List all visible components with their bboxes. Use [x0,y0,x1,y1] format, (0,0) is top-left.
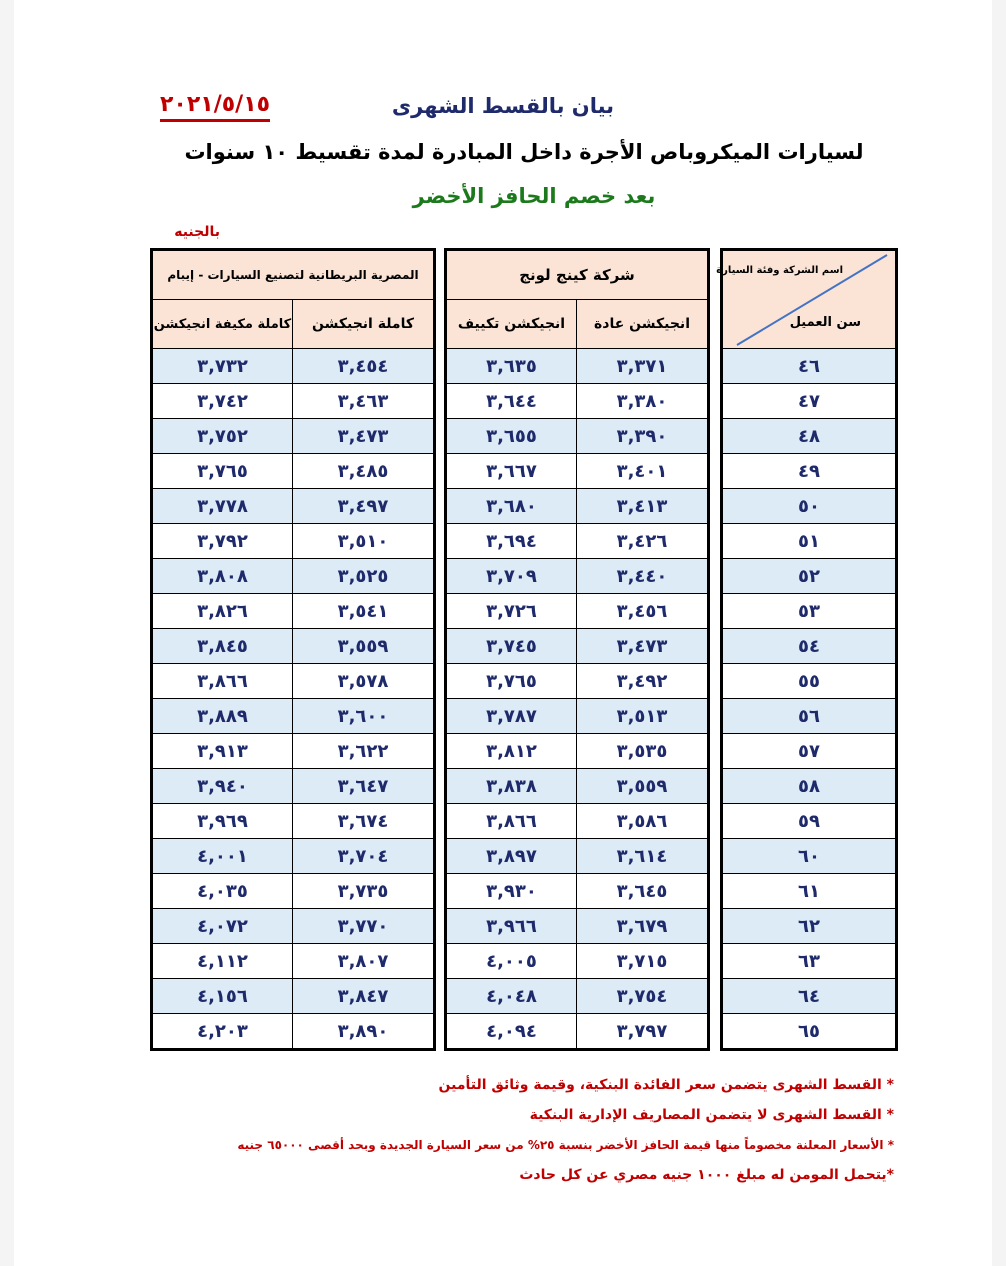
egyptian-british-full-cell: ٣,٨٩٠ [293,1014,435,1050]
egyptian-british-row [152,629,435,664]
egyptian-british-row [152,874,435,909]
age-cell: ٦٣ [722,944,897,979]
age-cell: ٦١ [722,874,897,909]
king-long-regular-cell: ٣,٤٥٦ [577,594,709,629]
king-long-col1-header: انجيكشن عادة [577,300,709,349]
egyptian-british-full-ac-cell: ٣,٧٦٥ [152,454,293,489]
age-row [722,524,897,559]
egyptian-british-full-ac-cell: ٣,٧٧٨ [152,489,293,524]
currency-unit-label: بالجنيه [174,224,220,240]
king-long-regular-cell: ٣,٣٩٠ [577,419,709,454]
king-long-regular-cell: ٣,٣٧١ [577,349,709,384]
age-row [722,629,897,664]
king-long-ac-cell: ٣,٦٣٥ [446,349,577,384]
egyptian-british-full-ac-cell: ٤,٠٧٢ [152,909,293,944]
egyptian-british-full-cell: ٣,٤٥٤ [293,349,435,384]
age-row [722,979,897,1014]
egyptian-british-full-ac-cell: ٣,٧٤٢ [152,384,293,419]
king-long-row [446,664,709,699]
egyptian-british-full-ac-cell: ٣,٨٨٩ [152,699,293,734]
egyptian-british-full-cell: ٣,٨٤٧ [293,979,435,1014]
egyptian-british-full-cell: ٣,٤٨٥ [293,454,435,489]
egyptian-british-col1-header: كاملة انجيكشن [293,300,435,349]
egyptian-british-full-ac-cell: ٤,٢٠٣ [152,1014,293,1050]
egyptian-british-row [152,454,435,489]
age-row [722,874,897,909]
king-long-row [446,1014,709,1050]
document-title: بيان بالقسط الشهرى [391,94,615,118]
egyptian-british-row [152,559,435,594]
king-long-ac-cell: ٣,٦٦٧ [446,454,577,489]
age-row [722,664,897,699]
egyptian-british-row [152,699,435,734]
egyptian-british-full-cell: ٣,٥٤١ [293,594,435,629]
egyptian-british-row [152,489,435,524]
egyptian-british-full-ac-cell: ٤,١٥٦ [152,979,293,1014]
age-cell: ٦٠ [722,839,897,874]
age-cell: ٦٤ [722,979,897,1014]
king-long-row [446,349,709,384]
egyptian-british-full-ac-cell: ٤,١١٢ [152,944,293,979]
king-long-regular-cell: ٣,٥٥٩ [577,769,709,804]
king-long-ac-cell: ٣,٩٣٠ [446,874,577,909]
king-long-regular-cell: ٣,٤١٣ [577,489,709,524]
age-row [722,594,897,629]
egyptian-british-table [150,248,436,1051]
king-long-row [446,769,709,804]
egyptian-british-full-cell: ٣,٦٢٢ [293,734,435,769]
egyptian-british-row [152,839,435,874]
egyptian-british-full-cell: ٣,٦٤٧ [293,769,435,804]
egyptian-british-full-cell: ٣,٨٠٧ [293,944,435,979]
note-item: * الأسعار المعلنة مخصوماً منها قيمة الحافز الأخضر بنسبة ٢٥% من سعر السيارة الجديدة وبحد أقصى ٦٥٠٠٠ جنيه [237,1138,894,1152]
egyptian-british-full-ac-cell: ٣,٧٥٢ [152,419,293,454]
egyptian-british-full-cell: ٣,٥٢٥ [293,559,435,594]
egyptian-british-full-cell: ٣,٤٩٧ [293,489,435,524]
age-row [722,944,897,979]
document-page [14,0,992,1266]
king-long-ac-cell: ٣,٧٦٥ [446,664,577,699]
egyptian-british-full-ac-cell: ٣,٨٠٨ [152,559,293,594]
age-cell: ٤٦ [722,349,897,384]
king-long-ac-cell: ٣,٦٤٤ [446,384,577,419]
egyptian-british-full-cell: ٣,٤٦٣ [293,384,435,419]
egyptian-british-row [152,804,435,839]
egyptian-british-full-ac-cell: ٣,٩٤٠ [152,769,293,804]
age-cell: ٥٨ [722,769,897,804]
age-table [716,248,898,1051]
egyptian-british-row [152,594,435,629]
egyptian-british-row [152,419,435,454]
king-long-row [446,874,709,909]
age-row [722,489,897,524]
egyptian-british-row [152,979,435,1014]
age-row [722,804,897,839]
egyptian-british-full-cell: ٣,٧٣٥ [293,874,435,909]
egyptian-british-full-cell: ٣,٧٧٠ [293,909,435,944]
egyptian-british-row [152,524,435,559]
king-long-row [446,559,709,594]
king-long-row [446,384,709,419]
egyptian-british-full-ac-cell: ٣,٧٩٢ [152,524,293,559]
age-row [722,769,897,804]
king-long-row [446,489,709,524]
king-long-regular-cell: ٣,٦٤٥ [577,874,709,909]
king-long-regular-cell: ٣,٥٣٥ [577,734,709,769]
king-long-regular-cell: ٣,٤٢٦ [577,524,709,559]
king-long-regular-cell: ٣,٤٧٣ [577,629,709,664]
egyptian-british-col2-header: كاملة مكيفة انجيكشن [152,300,293,349]
age-cell: ٥٦ [722,699,897,734]
king-long-regular-cell: ٣,٦٧٩ [577,909,709,944]
age-row [722,454,897,489]
egyptian-british-full-cell: ٣,٥٧٨ [293,664,435,699]
egyptian-british-row [152,349,435,384]
king-long-row [446,734,709,769]
king-long-ac-cell: ٣,٧٨٧ [446,699,577,734]
king-long-row [446,524,709,559]
king-long-row [446,979,709,1014]
egyptian-british-full-ac-cell: ٣,٨٤٥ [152,629,293,664]
king-long-ac-cell: ٣,٨٦٦ [446,804,577,839]
age-cell: ٥٤ [722,629,897,664]
egyptian-british-full-cell: ٣,٥١٠ [293,524,435,559]
notes-section [14,1074,894,1194]
king-long-row [446,454,709,489]
egyptian-british-row [152,664,435,699]
king-long-regular-cell: ٣,٦١٤ [577,839,709,874]
king-long-company-header: شركة كينج لونج [446,250,709,300]
age-cell: ٤٧ [722,384,897,419]
age-cell: ٥١ [722,524,897,559]
age-cell: ٥٠ [722,489,897,524]
king-long-ac-cell: ٣,٧٢٦ [446,594,577,629]
note-item: *يتحمل المومن له مبلغ ١٠٠٠ جنيه مصري عن كل حادث [519,1167,894,1183]
age-cell: ٥٧ [722,734,897,769]
age-row [722,349,897,384]
egyptian-british-row [152,1014,435,1050]
egyptian-british-row [152,909,435,944]
king-long-row [446,594,709,629]
document-subtitle: لسيارات الميكروباص الأجرة داخل المبادرة لمدة تقسيط ١٠ سنوات [184,140,864,164]
king-long-ac-cell: ٣,٦٩٤ [446,524,577,559]
king-long-ac-cell: ٣,٨١٢ [446,734,577,769]
egyptian-british-full-cell: ٣,٤٧٣ [293,419,435,454]
king-long-regular-cell: ٣,٧٩٧ [577,1014,709,1050]
egyptian-british-row [152,944,435,979]
egyptian-british-full-ac-cell: ٣,٩٦٩ [152,804,293,839]
king-long-regular-cell: ٣,٧١٥ [577,944,709,979]
egyptian-british-row [152,734,435,769]
king-long-regular-cell: ٣,٣٨٠ [577,384,709,419]
age-cell: ٦٥ [722,1014,897,1050]
king-long-ac-cell: ٣,٨٣٨ [446,769,577,804]
king-long-regular-cell: ٣,٤٩٢ [577,664,709,699]
king-long-row [446,699,709,734]
age-cell: ٤٩ [722,454,897,489]
age-row [722,734,897,769]
king-long-regular-cell: ٣,٧٥٤ [577,979,709,1014]
king-long-row [446,944,709,979]
king-long-ac-cell: ٣,٧٠٩ [446,559,577,594]
king-long-regular-cell: ٣,٤٠١ [577,454,709,489]
corner-header-top: اسم الشركة وفئة السيارة [716,265,843,276]
egyptian-british-company-header: المصرية البريطانية لتصنيع السيارات - إيبام [152,250,435,300]
document-date: ٢٠٢١/٥/١٥ [160,92,270,122]
egyptian-british-full-ac-cell: ٣,٨٢٦ [152,594,293,629]
king-long-ac-cell: ٣,٨٩٧ [446,839,577,874]
corner-header-cell [716,250,897,349]
king-long-row [446,629,709,664]
age-cell: ٦٢ [722,909,897,944]
king-long-regular-cell: ٣,٥٨٦ [577,804,709,839]
note-item: * القسط الشهرى لا يتضمن المصاريف الإدارية البنكية [529,1107,894,1123]
age-cell: ٥٩ [722,804,897,839]
age-cell: ٤٨ [722,419,897,454]
king-long-regular-cell: ٣,٥١٣ [577,699,709,734]
egyptian-british-row [152,384,435,419]
king-long-ac-cell: ٣,٧٤٥ [446,629,577,664]
egyptian-british-full-cell: ٣,٦٠٠ [293,699,435,734]
king-long-row [446,804,709,839]
king-long-table [444,248,710,1051]
egyptian-british-full-ac-cell: ٣,٧٣٢ [152,349,293,384]
age-row [722,419,897,454]
egyptian-british-row [152,769,435,804]
age-row [722,839,897,874]
note-item: * القسط الشهرى يتضمن سعر الفائدة البنكية، وقيمة وثائق التأمين [438,1077,894,1093]
king-long-ac-cell: ٣,٩٦٦ [446,909,577,944]
egyptian-british-full-ac-cell: ٣,٩١٣ [152,734,293,769]
king-long-col2-header: انجيكشن تكييف [446,300,577,349]
king-long-ac-cell: ٣,٦٨٠ [446,489,577,524]
age-cell: ٥٢ [722,559,897,594]
egyptian-british-full-cell: ٣,٥٥٩ [293,629,435,664]
green-incentive-line: بعد خصم الحافز الأخضر [412,184,656,208]
king-long-row [446,909,709,944]
king-long-regular-cell: ٣,٤٤٠ [577,559,709,594]
age-row [722,559,897,594]
king-long-ac-cell: ٤,٠٤٨ [446,979,577,1014]
egyptian-british-full-ac-cell: ٣,٨٦٦ [152,664,293,699]
king-long-ac-cell: ٤,٠٠٥ [446,944,577,979]
egyptian-british-full-ac-cell: ٤,٠٣٥ [152,874,293,909]
age-row [722,909,897,944]
king-long-ac-cell: ٤,٠٩٤ [446,1014,577,1050]
age-row [722,1014,897,1050]
egyptian-british-full-cell: ٣,٧٠٤ [293,839,435,874]
king-long-row [446,419,709,454]
egyptian-british-full-ac-cell: ٤,٠٠١ [152,839,293,874]
age-cell: ٥٣ [722,594,897,629]
age-row [722,384,897,419]
king-long-ac-cell: ٣,٦٥٥ [446,419,577,454]
corner-header-bottom: سن العميل [789,315,861,330]
age-row [722,699,897,734]
age-cell: ٥٥ [722,664,897,699]
king-long-row [446,839,709,874]
egyptian-british-full-cell: ٣,٦٧٤ [293,804,435,839]
